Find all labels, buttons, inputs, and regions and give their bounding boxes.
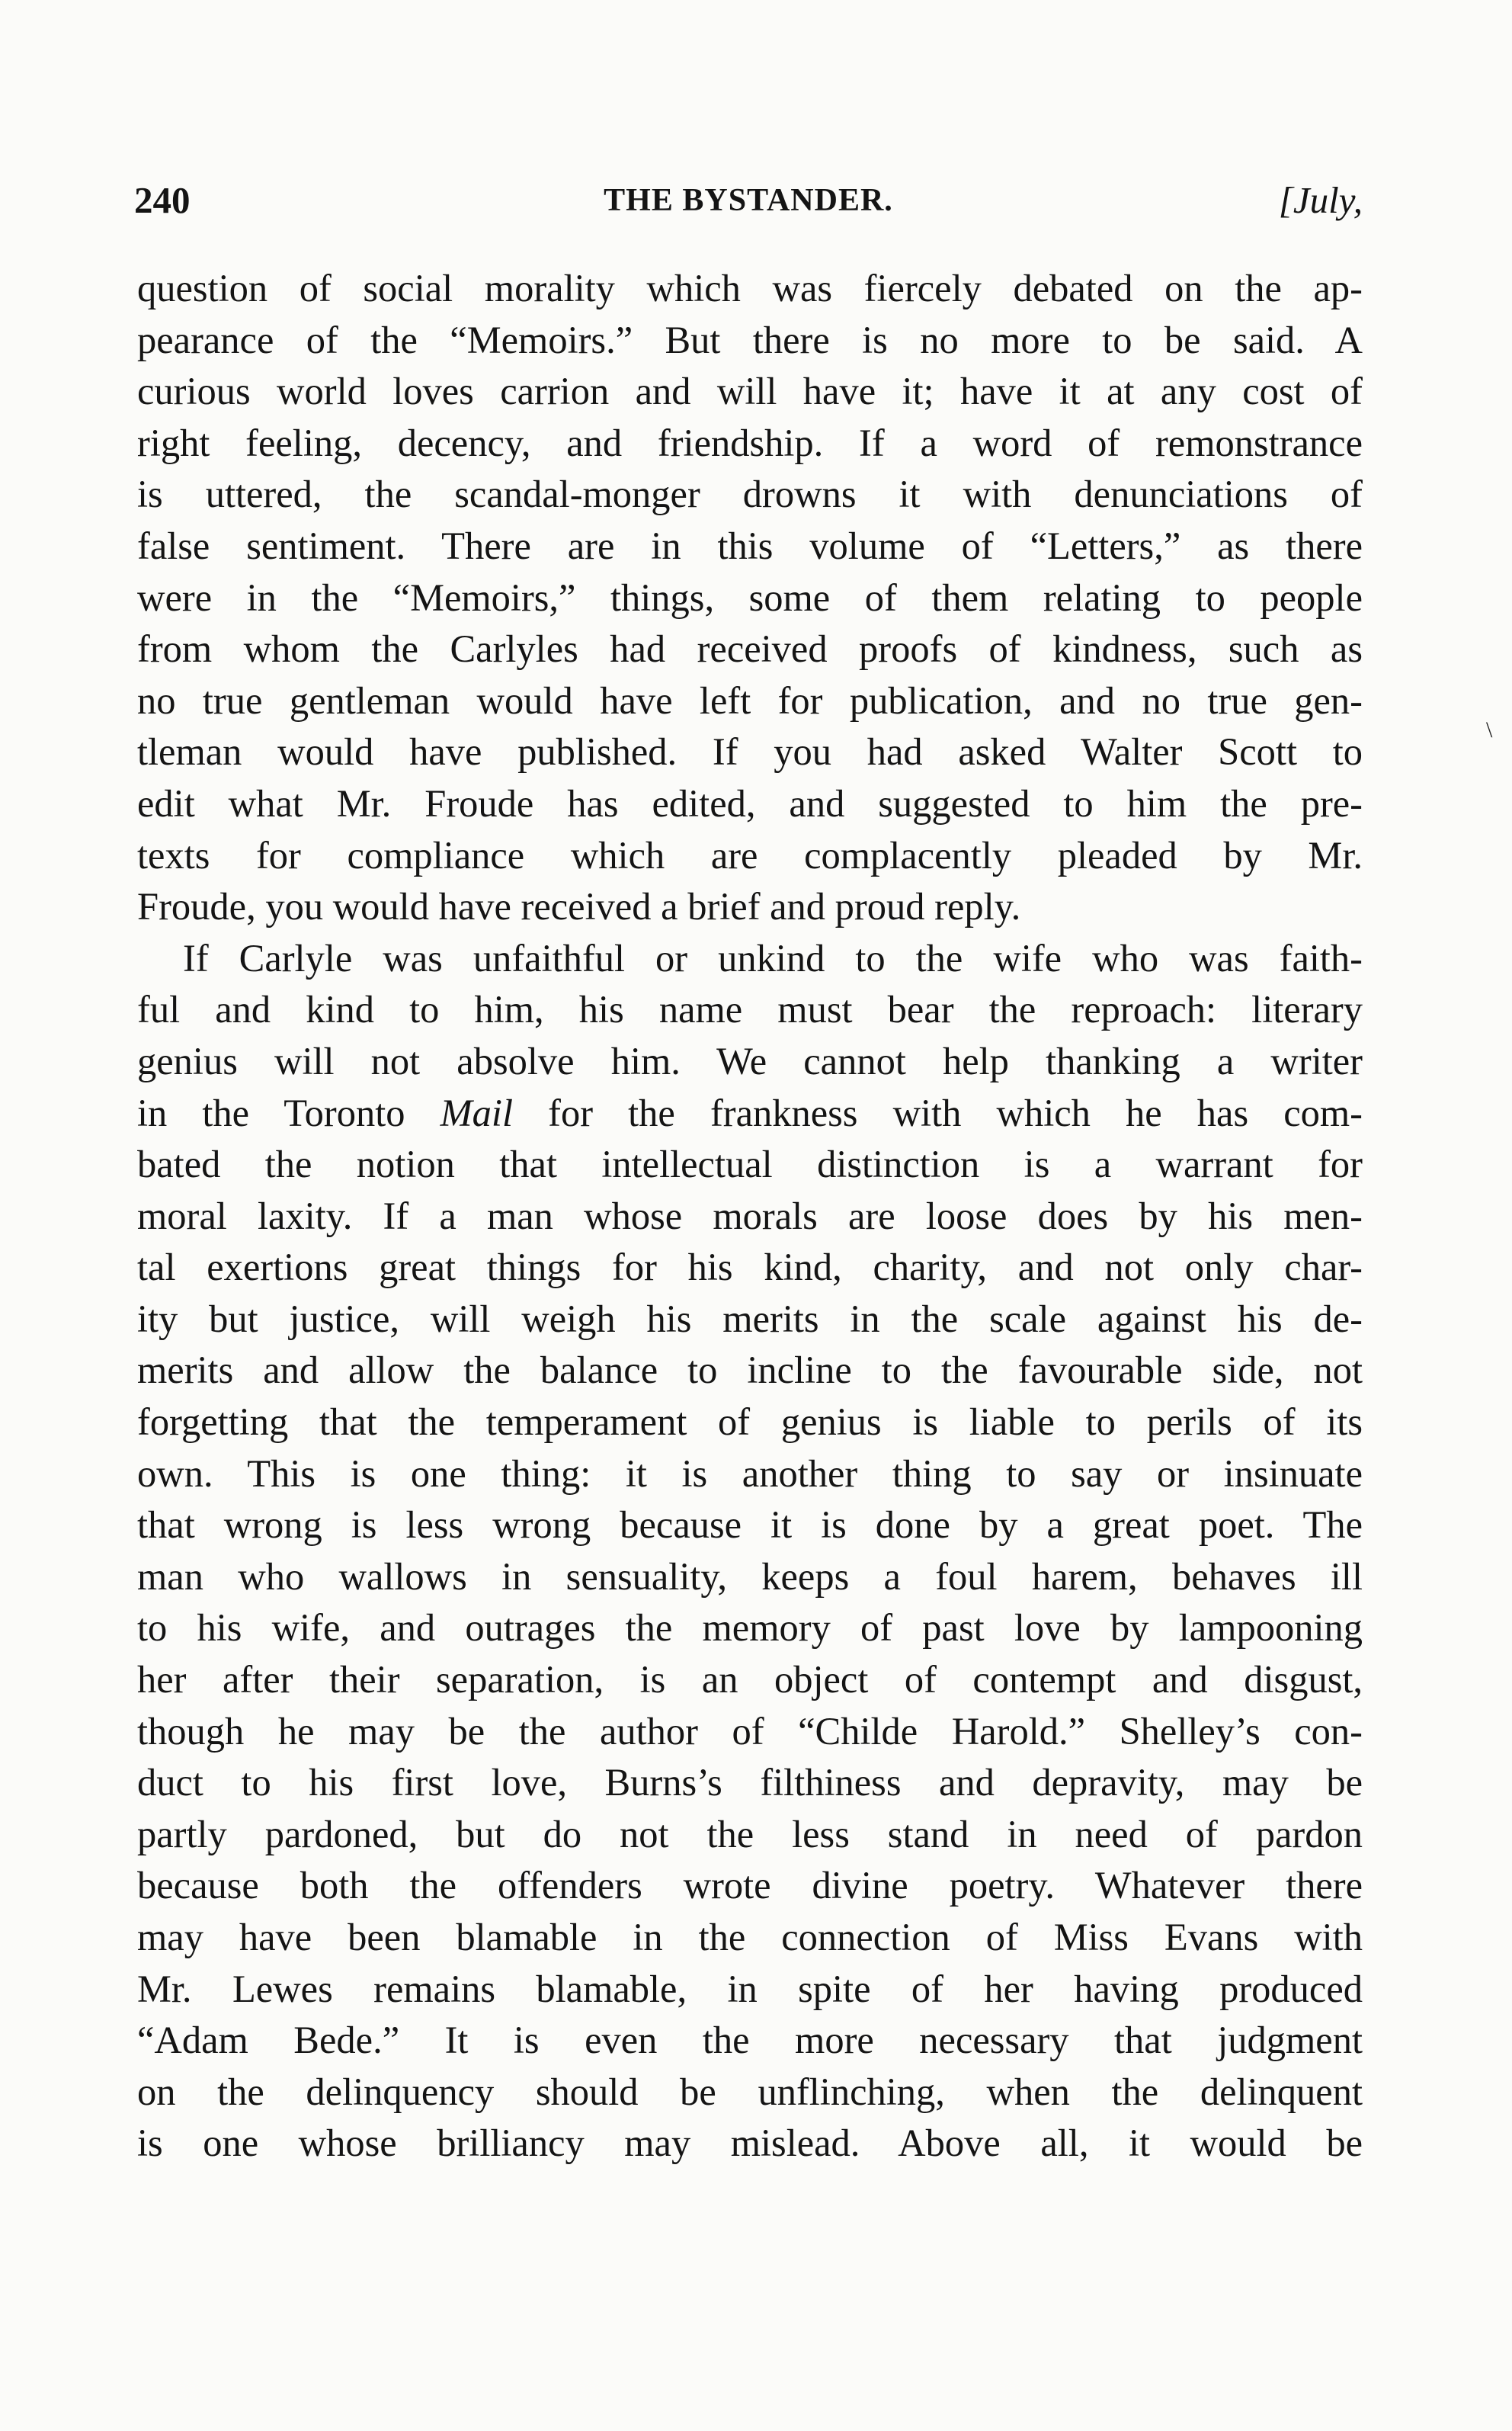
text-line: ful and kind to him, his name must bear the reproach: literary bbox=[137, 988, 1363, 1031]
running-date: [July, bbox=[1278, 179, 1363, 221]
text-line: forgetting that the temperament of genius is liable to perils of its bbox=[137, 1400, 1363, 1444]
text-line: that wrong is less wrong because it is done by a great poet. The bbox=[137, 1503, 1363, 1547]
running-head bbox=[134, 174, 1363, 227]
text-line: though he may be the author of “Childe Harold.” Shelley’s con- bbox=[137, 1709, 1363, 1753]
newspaper-title: Mail bbox=[440, 1091, 513, 1134]
text-line: false sentiment. There are in this volume of “Letters,” as there bbox=[137, 524, 1363, 567]
text-line: to his wife, and outrages the memory of past love by lampooning bbox=[137, 1606, 1363, 1650]
text-line: right feeling, decency, and friendship. If a word of remonstrance bbox=[137, 421, 1363, 464]
text-line: “Adam Bede.” It is even the more necessary that judgment bbox=[137, 2019, 1363, 2062]
page-number: 240 bbox=[134, 179, 191, 221]
text-line: moral laxity. If a man whose morals are loose does by his men- bbox=[137, 1194, 1363, 1237]
text-line: genius will not absolve him. We cannot help thanking a writer bbox=[137, 1039, 1363, 1082]
text-line: man who wallows in sensuality, keeps a foul harem, behaves ill bbox=[137, 1554, 1363, 1598]
text-line: duct to his first love, Burns’s filthiness and depravity, may be bbox=[137, 1761, 1363, 1804]
text-line: own. This is one thing: it is another thing to say or insinuate bbox=[137, 1451, 1363, 1495]
text-line: on the delinquency should be unflinching, when the delinquent bbox=[137, 2070, 1363, 2113]
text-line: her after their separation, is an object of contempt and disgust, bbox=[137, 1658, 1363, 1701]
text-line: Froude, you would have received a brief and proud reply. bbox=[137, 885, 1021, 928]
text-line: question of social morality which was fiercely debated on the ap- bbox=[137, 267, 1363, 309]
text-line: because both the offenders wrote divine poetry. Whatever there bbox=[137, 1864, 1363, 1907]
text-line: from whom the Carlyles had received proofs of kindness, such as bbox=[137, 627, 1363, 671]
text-line: Mr. Lewes remains blamable, in spite of her having produced bbox=[137, 1967, 1363, 2010]
text-line: pearance of the “Memoirs.” But there is no more to be said. A bbox=[137, 318, 1363, 361]
text-line: tleman would have published. If you had asked Walter Scott to bbox=[137, 730, 1363, 774]
text-line: ity but justice, will weigh his merits in the scale against his de- bbox=[137, 1297, 1363, 1340]
text-line: edit what Mr. Froude has edited, and suggested to him the pre- bbox=[137, 781, 1363, 825]
text-line: If Carlyle was unfaithful or unkind to the wife who was faith- bbox=[183, 936, 1363, 980]
margin-mark: \ bbox=[1486, 717, 1493, 742]
text-line: is one whose brilliancy may mislead. Above all, it would be bbox=[137, 2122, 1363, 2165]
running-title: THE BYSTANDER. bbox=[604, 183, 893, 218]
text-line: texts for compliance which are complacently pleaded by Mr. bbox=[137, 833, 1363, 877]
text-line: curious world loves carrion and will have it; have it at any cost of bbox=[137, 370, 1363, 413]
text-line: tal exertions great things for his kind, charity, and not only char- bbox=[137, 1246, 1363, 1289]
text-line: no true gentleman would have left for publication, and no true gen- bbox=[137, 678, 1363, 722]
text-line: is uttered, the scandal-monger drowns it with denunciations of bbox=[137, 473, 1363, 516]
text-line: bated the notion that intellectual distinction is a warrant for bbox=[137, 1143, 1363, 1186]
body-text bbox=[137, 263, 1363, 2170]
text-line: in the Toronto Mail for the frankness with which he has com- bbox=[137, 1091, 1363, 1134]
text-line: were in the “Memoirs,” things, some of them relating to people bbox=[137, 576, 1363, 619]
text-line: may have been blamable in the connection of Miss Evans with bbox=[137, 1916, 1363, 1958]
text-line: merits and allow the balance to incline to the favourable side, not bbox=[137, 1349, 1363, 1392]
text-line: partly pardoned, but do not the less stand in need of pardon bbox=[137, 1812, 1363, 1855]
